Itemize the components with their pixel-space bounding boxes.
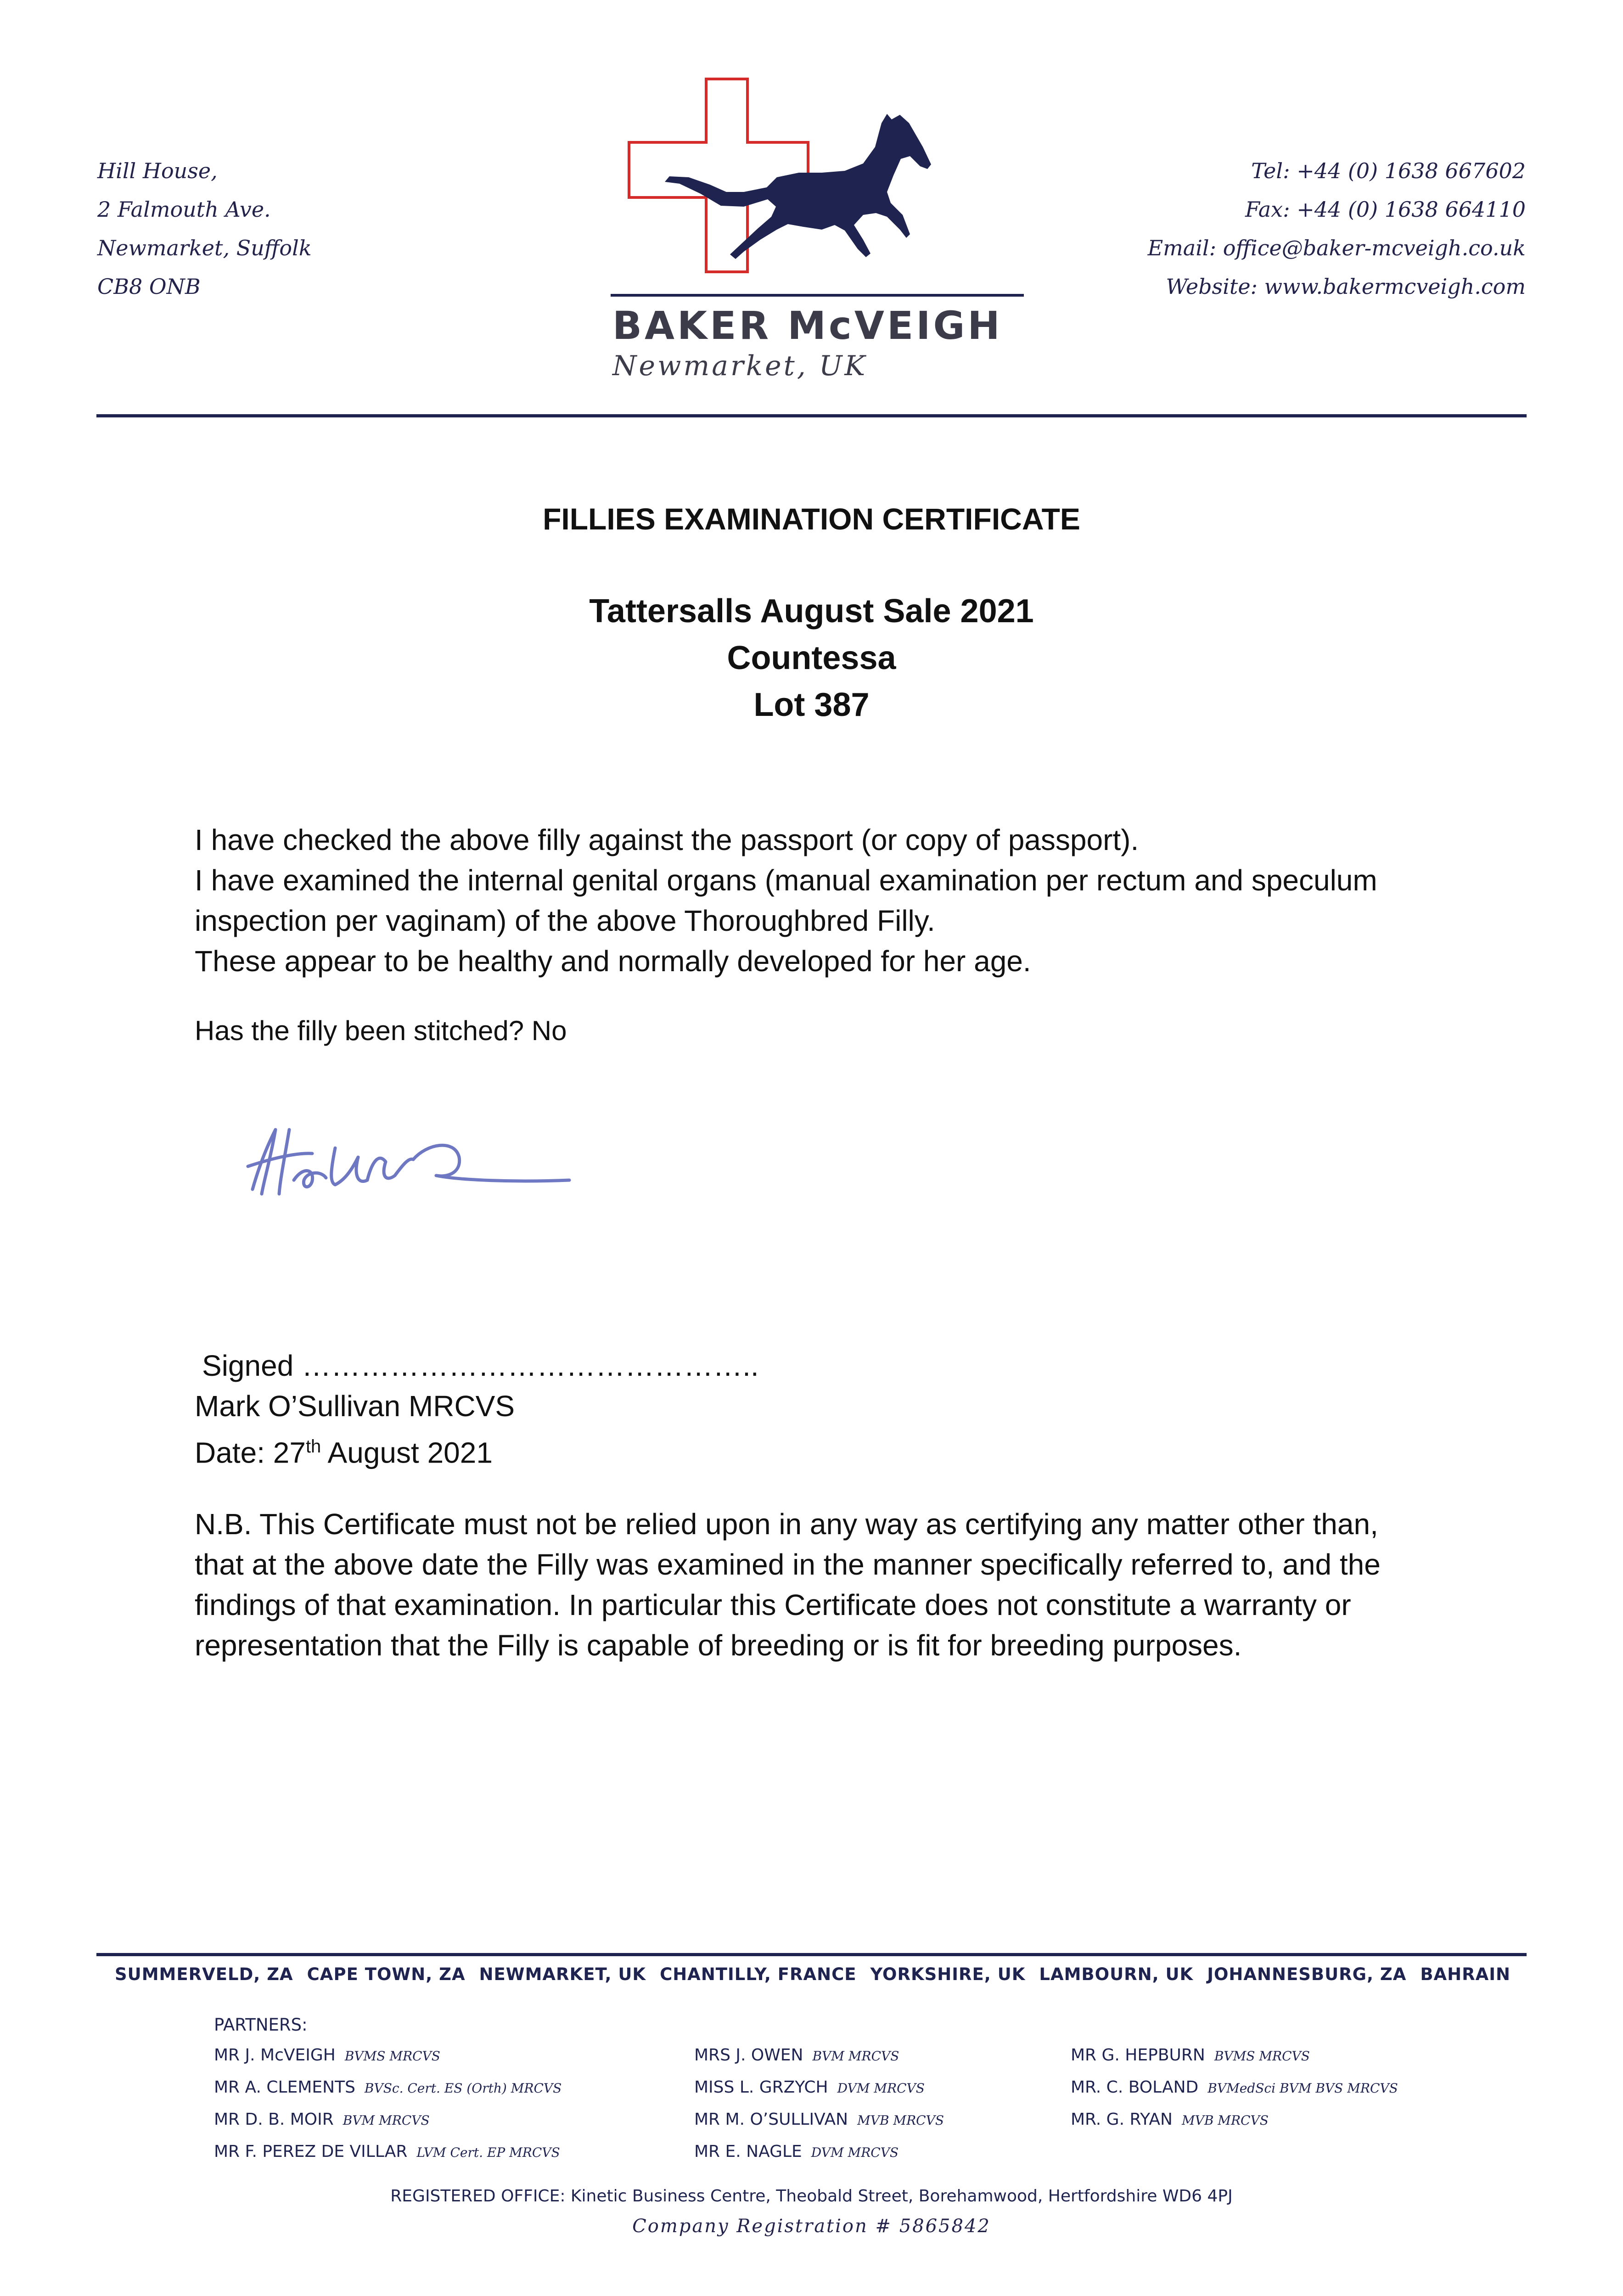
partner-entry: [214, 2072, 562, 2104]
disclaimer-line: that at the above date the Filly was examined in the manner specifically referred to, and the: [195, 1548, 1381, 1581]
partner-name: MR. C. BOLAND: [1071, 2078, 1199, 2097]
contact-website: Website: www.bakermcveigh.com: [1166, 274, 1526, 299]
horse-name: Countessa: [727, 640, 896, 676]
office-location: SUMMERVELD, ZA: [115, 1964, 293, 1984]
partner-entry: [694, 2104, 944, 2136]
partner-entry: [1071, 2040, 1398, 2072]
partners-label: PARTNERS:: [214, 2015, 308, 2035]
partners-column-1: [214, 2040, 562, 2168]
partner-entry: [1071, 2072, 1398, 2104]
partner-name: MR. G. RYAN: [1071, 2110, 1173, 2129]
partner-quals: BVMS MRCVS: [1214, 2048, 1310, 2064]
date-prefix: Date: 27: [195, 1436, 306, 1469]
partner-quals: MVB MRCVS: [1181, 2113, 1269, 2128]
certificate-date: [195, 1426, 759, 1473]
sale-name: Tattersalls August Sale 2021: [589, 593, 1034, 630]
signature-block: [195, 1345, 759, 1473]
contact-fax: Fax: +44 (0) 1638 664110: [1245, 197, 1526, 222]
statement-line: inspection per vaginam) of the above Thoroughbred Filly.: [195, 904, 935, 937]
office-location: JOHANNESBURG, ZA: [1207, 1964, 1407, 1984]
office-location: LAMBOURN, UK: [1039, 1964, 1194, 1984]
partner-name: MRS J. OWEN: [694, 2046, 803, 2065]
signatory-name: Mark O’Sullivan MRCVS: [195, 1390, 515, 1423]
partner-name: MR F. PEREZ DE VILLAR: [214, 2142, 408, 2161]
disclaimer-line: N.B. This Certificate must not be relied upon in any way as certifying any matter other than,: [195, 1508, 1378, 1541]
disclaimer-line: representation that the Filly is capable of breeding or is fit for breeding purposes.: [195, 1629, 1242, 1662]
date-suffix: August 2021: [321, 1436, 493, 1469]
partner-entry: [214, 2136, 562, 2168]
partner-name: MR D. B. MOIR: [214, 2110, 334, 2129]
partner-quals: LVM Cert. EP MRCVS: [416, 2145, 560, 2160]
office-locations: [115, 1964, 1511, 1984]
office-location: BAHRAIN: [1420, 1964, 1511, 1984]
partner-quals: DVM MRCVS: [811, 2145, 899, 2160]
partners-column-2: [694, 2040, 944, 2168]
partner-name: MR G. HEPBURN: [1071, 2046, 1205, 2065]
stitched-question: Has the filly been stitched? No: [195, 1015, 567, 1046]
examination-statement: [195, 820, 1434, 981]
disclaimer: [195, 1504, 1462, 1666]
partner-quals: BVMS MRCVS: [344, 2048, 440, 2064]
partner-entry: [1071, 2104, 1398, 2136]
company-address: [97, 152, 312, 306]
cross-icon: [629, 79, 808, 272]
partner-name: MR A. CLEMENTS: [214, 2078, 355, 2097]
partner-name: MR E. NAGLE: [694, 2142, 802, 2161]
address-line: Hill House,: [97, 158, 218, 183]
partner-name: MR J. McVEIGH: [214, 2046, 336, 2065]
partner-entry: [694, 2072, 944, 2104]
handwritten-signature: [220, 1102, 588, 1221]
partner-entry: [214, 2040, 562, 2072]
date-ordinal: th: [305, 1436, 321, 1457]
office-location: CAPE TOWN, ZA: [307, 1964, 466, 1984]
partners-column-3: [1071, 2040, 1398, 2136]
partner-quals: BVM MRCVS: [343, 2113, 430, 2128]
statement-line: I have checked the above filly against the passport (or copy of passport).: [195, 823, 1139, 856]
partner-quals: MVB MRCVS: [857, 2113, 944, 2128]
partner-name: MR M. O’SULLIVAN: [694, 2110, 848, 2129]
header-divider: [96, 414, 1527, 417]
partner-quals: BVM MRCVS: [812, 2048, 899, 2064]
partner-quals: BVSc. Cert. ES (Orth) MRCVS: [364, 2081, 562, 2096]
partner-entry: [214, 2104, 562, 2136]
footer-divider: [96, 1953, 1527, 1956]
lot-number: Lot 387: [753, 687, 870, 723]
partner-quals: BVMedSci BVM BVS MRCVS: [1207, 2081, 1398, 2096]
contact-tel: Tel: +44 (0) 1638 667602: [1251, 158, 1526, 183]
partner-quals: DVM MRCVS: [837, 2081, 925, 2096]
disclaimer-line: findings of that examination. In particular this Certificate does not constitute a warranty or: [195, 1588, 1351, 1621]
company-registration: Company Registration # 5865842: [632, 2216, 991, 2237]
address-line: 2 Falmouth Ave.: [97, 197, 271, 222]
office-location: YORKSHIRE, UK: [870, 1964, 1026, 1984]
certificate-title: FILLIES EXAMINATION CERTIFICATE: [543, 502, 1080, 536]
address-line: CB8 ONB: [97, 274, 201, 299]
company-contact: [1148, 152, 1526, 306]
office-location: NEWMARKET, UK: [479, 1964, 646, 1984]
partner-entry: [694, 2136, 944, 2168]
brand-name: BAKER McVEIGH: [612, 303, 1003, 348]
signed-line: Signed ………………………………………..: [202, 1349, 759, 1382]
brand-location: Newmarket, UK: [612, 350, 868, 382]
statement-line: These appear to be healthy and normally developed for her age.: [195, 945, 1031, 978]
contact-email: Email: office@baker-mcveigh.co.uk: [1147, 236, 1526, 260]
partner-entry: [694, 2040, 944, 2072]
address-line: Newmarket, Suffolk: [97, 236, 312, 260]
registered-office: REGISTERED OFFICE: Kinetic Business Centre, Theobald Street, Borehamwood, Hertfordshire WD6 4PJ: [390, 2187, 1233, 2206]
office-location: CHANTILLY, FRANCE: [660, 1964, 857, 1984]
partner-name: MISS L. GRZYCH: [694, 2078, 828, 2097]
statement-line: I have examined the internal genital organs (manual examination per rectum and speculum: [195, 864, 1377, 897]
